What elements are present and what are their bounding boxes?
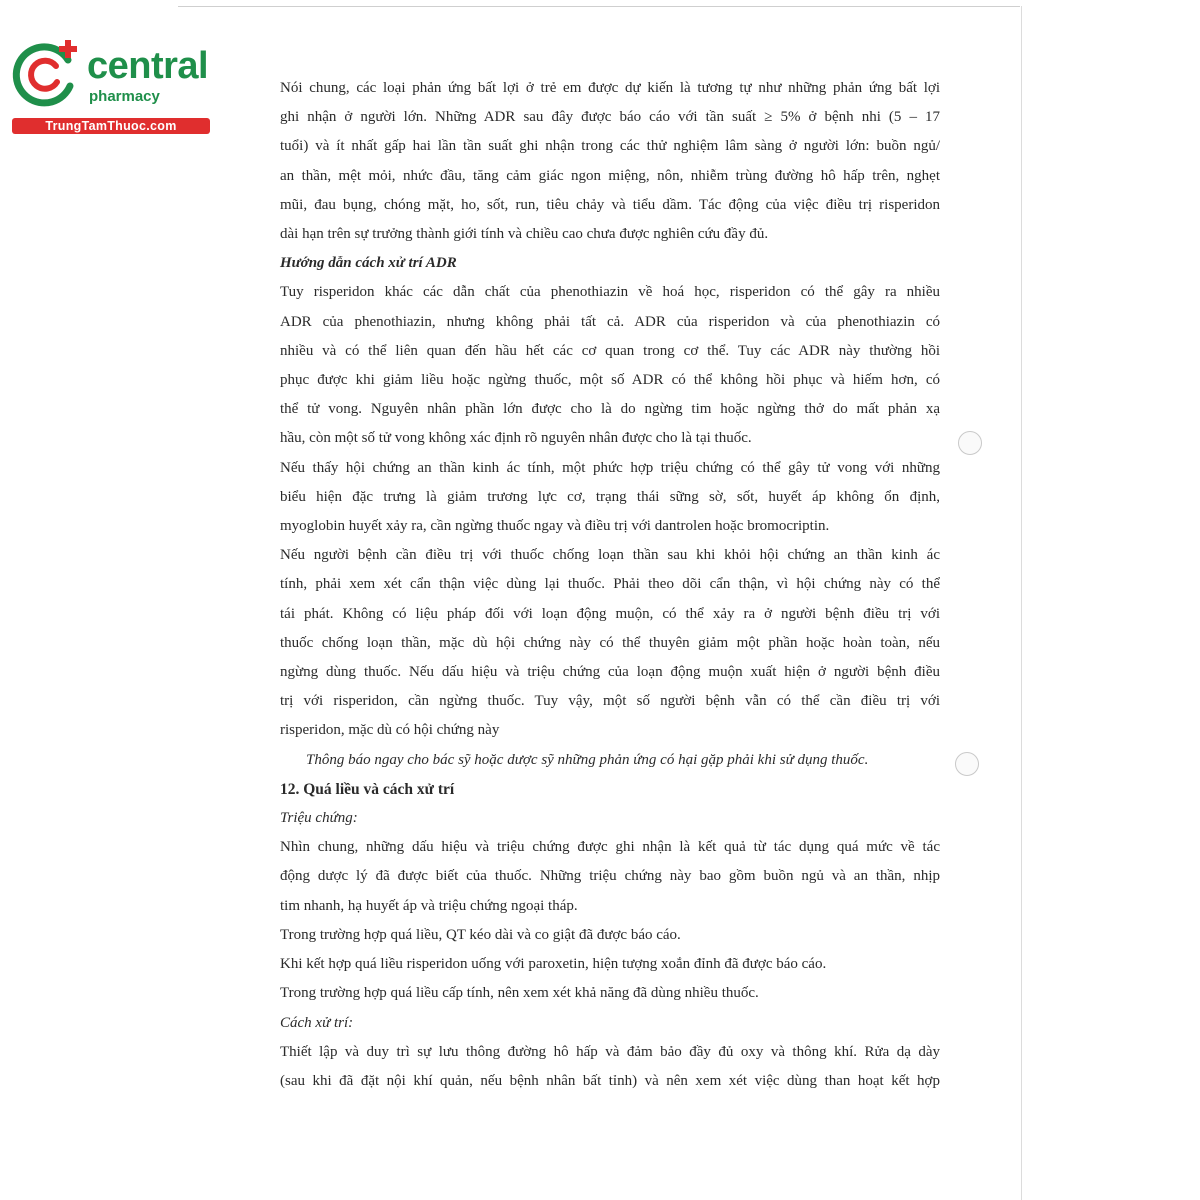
text-line: thể tử vong. Nguyên nhân phần lớn được cho là do ngừng tim hoặc ngừng thở do mất phản xạ bbox=[280, 401, 940, 418]
brand-sub: pharmacy bbox=[89, 88, 160, 105]
punch-hole-lower bbox=[955, 752, 979, 776]
text-line: nhiều và có thể liên quan đến hầu hết các cơ quan trong cơ thể. Tuy các ADR này thường hồi bbox=[280, 342, 940, 359]
text-line: Nếu người bệnh cần điều trị với thuốc chống loạn thần sau khi khỏi hội chứng an thần kinh ác bbox=[280, 547, 940, 564]
notice-report-adr: Thông báo ngay cho bác sỹ hoặc dược sỹ những phản ứng có hại gặp phải khi sử dụng thuốc. bbox=[306, 751, 869, 768]
paragraph-treatment bbox=[280, 1038, 940, 1096]
paragraph-phenothiazin bbox=[280, 278, 940, 453]
text-line: mũi, đau bụng, chóng mặt, ho, sốt, run, tiêu chảy và tiểu dầm. Tác động của việc điều trị risperidon bbox=[280, 196, 940, 213]
logo-mark-icon bbox=[10, 38, 84, 110]
text-line: ghi nhận ở người lớn. Những ADR sau đây được báo cáo với tần suất ≥ 5% ở bệnh nhi (5 – 17 bbox=[280, 109, 940, 126]
text-line: phục được khi giảm liều hoặc ngừng thuốc, một số ADR có thể không hồi phục và hiếm hơn, có bbox=[280, 372, 940, 389]
text-line: myoglobin huyết xảy ra, cần ngừng thuốc ngay và điều trị với dantrolen hoặc bromocriptin. bbox=[280, 518, 830, 535]
punch-hole-upper bbox=[958, 431, 982, 455]
text-line: thuốc chống loạn thần, mặc dù hội chứng này có thể thuyên giảm một phần hoặc hoàn toàn, nếu bbox=[280, 634, 940, 651]
subheading-treatment: Cách xử trí: bbox=[280, 1014, 354, 1031]
text-line: biểu hiện đặc trưng là giảm trương lực cơ, trạng thái sững sờ, sốt, huyết áp không ổn định, bbox=[280, 488, 940, 505]
paragraph-symptoms bbox=[280, 833, 940, 921]
line-paroxetin bbox=[280, 950, 940, 979]
text-line: hầu, còn một số tử vong không xác định rõ nguyên nhân được cho là tại thuốc. bbox=[280, 430, 752, 447]
scan-edge-right bbox=[1021, 6, 1022, 1200]
text-line: trị với risperidon, cần ngừng thuốc. Tuy vậy, một số người bệnh vẫn có thể cần điều trị với bbox=[280, 693, 940, 710]
text-line: Trong trường hợp quá liều, QT kéo dài và co giật đã được báo cáo. bbox=[280, 926, 681, 943]
paragraph-tardive-dyskinesia bbox=[280, 541, 940, 745]
text-line: tái phát. Không có liệu pháp đối với loạn động muộn, có thể xảy ra ở người bệnh điều trị với bbox=[280, 605, 940, 622]
text-line: (sau khi đã đặt nội khí quản, nếu bệnh nhân bất tỉnh) và nên xem xét việc dùng than hoạt kết hợp bbox=[280, 1072, 940, 1089]
text-line: ngừng dùng thuốc. Nếu dấu hiệu và triệu chứng của loạn động muộn xuất hiện ở người bệnh điều bbox=[280, 664, 940, 681]
heading-overdose: 12. Quá liều và cách xử trí bbox=[280, 780, 455, 798]
text-line: Thiết lập và duy trì sự lưu thông đường hô hấp và đảm bảo đầy đủ oxy và thông khí. Rửa dạ dày bbox=[280, 1043, 940, 1060]
text-line: Khi kết hợp quá liều risperidon uống với paroxetin, hiện tượng xoắn đỉnh đã được báo cáo. bbox=[280, 956, 827, 973]
document-page bbox=[280, 74, 940, 1096]
text-line: tuổi) và ít nhất gấp hai lần tần suất ghi nhận trong các thử nghiệm lâm sàng ở người lớn: buồn ngủ/ bbox=[280, 138, 940, 155]
text-line: risperidon, mặc dù có hội chứng này bbox=[280, 722, 500, 739]
line-qt-prolongation bbox=[280, 921, 940, 950]
text-line: Nói chung, các loại phản ứng bất lợi ở trẻ em được dự kiến là tương tự như những phản ứng bất lợi bbox=[280, 80, 940, 96]
heading-adr-management: Hướng dẫn cách xử trí ADR bbox=[280, 255, 457, 272]
text-line: ADR của phenothiazin, nhưng không phải tất cả. ADR của risperidon và của phenothiazin có bbox=[280, 313, 940, 330]
text-line: an thần, mệt mỏi, nhức đầu, tăng cảm giác ngon miệng, nôn, nhiễm trùng đường hô hấp trên, nghẹt bbox=[280, 167, 940, 184]
text-line: Tuy risperidon khác các dẫn chất của phenothiazin về hoá học, risperidon có thể gây ra nhiều bbox=[280, 284, 940, 301]
text-line: Nhìn chung, những dấu hiệu và triệu chứng được ghi nhận là kết quả từ tác dụng quá mức về tác bbox=[280, 839, 940, 856]
central-pharmacy-logo[interactable] bbox=[10, 38, 215, 138]
text-line: dài hạn trên sự trưởng thành giới tính và chiều cao chưa được nghiên cứu đầy đủ. bbox=[280, 226, 769, 243]
text-line: Nếu thấy hội chứng an thần kinh ác tính, một phức hợp triệu chứng có thể gây tử vong với những bbox=[280, 459, 940, 476]
text-line: tính, phải xem xét cẩn thận việc dùng lại thuốc. Phải theo dõi cẩn thận, vì hội chứng này có thể bbox=[280, 576, 940, 593]
brand-site: TrungTamThuoc.com bbox=[12, 118, 210, 134]
text-line: động dược lý đã được biết của thuốc. Những triệu chứng này bao gồm buồn ngủ và an thần, nhịp bbox=[280, 868, 940, 885]
scan-edge-top bbox=[178, 6, 1020, 7]
brand-name: central bbox=[87, 45, 209, 87]
text-line: tim nhanh, hạ huyết áp và triệu chứng ngoại tháp. bbox=[280, 897, 578, 914]
paragraph-pediatric-adr bbox=[280, 74, 940, 249]
text-line: Trong trường hợp quá liều cấp tính, nên xem xét khả năng đã dùng nhiều thuốc. bbox=[280, 985, 759, 1002]
subheading-symptoms: Triệu chứng: bbox=[280, 810, 358, 827]
paragraph-nms bbox=[280, 454, 940, 542]
line-acute-overdose bbox=[280, 979, 940, 1008]
